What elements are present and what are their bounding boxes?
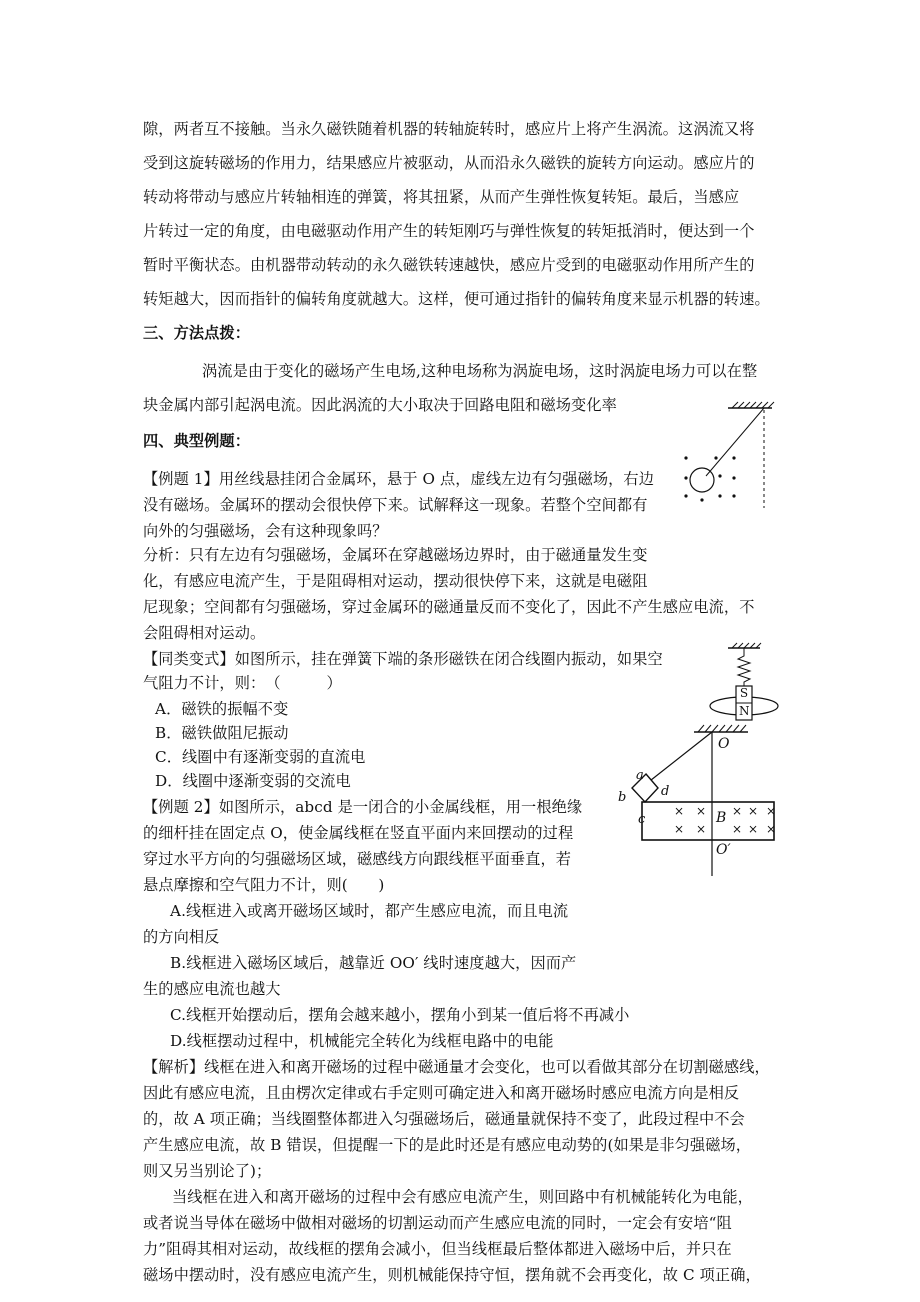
example-1-line: 分析：只有左边有匀强磁场，金属环在穿越磁场边界时，由于磁通量发生变 (143, 546, 648, 564)
thread-line (706, 408, 764, 476)
intro-line: 隙，两者互不接触。当永久磁铁随着机器的转轴旋转时，感应片上将产生涡流。这涡流又将 (143, 120, 755, 138)
example-2-line: 穿过水平方向的匀强磁场区域，磁感线方向跟线框平面垂直，若 (143, 850, 572, 868)
example-1-line: 化，有感应电流产生，于是阻碍相对运动，摆动很快停下来，这就是电磁阻 (143, 572, 648, 590)
intro-line: 片转过一定的角度，由电磁驱动作用产生的转矩刚巧与弹性恢复的转矩抵消时，便达到一个 (143, 222, 755, 240)
field-cross: × (766, 822, 777, 836)
example-2-line: 悬点摩擦和空气阻力不计，则( ) (143, 876, 385, 894)
section-4-heading: 四、典型例题： (143, 432, 251, 450)
label-b: B (716, 810, 727, 826)
analysis-line: 则又另当别论了)； (143, 1162, 272, 1180)
label-c: c (638, 812, 646, 827)
field-cross: × (674, 804, 685, 818)
analysis-line: 力”阻碍其相对运动，故线框的摆角会减小，但当线框最后整体都进入磁场中后，并只在 (143, 1240, 732, 1258)
pendulum-ring-figure (676, 400, 776, 510)
magnet-pole-n: N (739, 704, 750, 718)
field-cross: × (732, 822, 743, 836)
field-cross: × (696, 804, 707, 818)
analysis-line: 当线框在进入和离开磁场的过程中会有感应电流产生，则回路中有机械能转化为电能， (172, 1188, 753, 1206)
analysis-line: 因此有感应电流，且由楞次定律或右手定则可确定进入和离开磁场时感应电流方向是相反 (143, 1084, 740, 1102)
analysis-line: 产生感应电流，故 B 错误，但提醒一下的是此时还是有感应电动势的(如果是非匀强磁场， (143, 1136, 752, 1154)
label-b-corner: b (618, 790, 627, 805)
variant-option-a: A．磁铁的振幅不变 (155, 700, 289, 718)
field-dots (684, 456, 735, 501)
intro-line: 转矩越大，因而指针的偏转角度就越大。这样，便可通过指针的偏转角度来显示机器的转速。 (143, 290, 770, 308)
intro-line: 受到这旋转磁场的作用力，结果感应片被驱动，从而沿永久磁铁的旋转方向运动。感应片的 (143, 154, 755, 172)
intro-line: 暂时平衡状态。由机器带动转动的永久磁铁转速越快，感应片受到的电磁驱动作用所产生的 (143, 256, 755, 274)
variant-option-d: D．线圈中逐渐变弱的交流电 (155, 772, 351, 790)
variant-line: 气阻力不计，则： （ ） (143, 674, 342, 692)
analysis-line: 或者说当导体在磁场中做相对磁场的切割运动而产生感应电流的同时，一定会有安培“阻 (143, 1214, 732, 1232)
example-1-line: 没有磁场。金属环的摆动会很快停下来。试解释这一现象。若整个空间都有 (143, 496, 648, 514)
metal-ring (690, 468, 714, 492)
label-a: a (636, 768, 644, 783)
example-1-line: 向外的匀强磁场，会有这种现象吗？ (143, 522, 388, 540)
example-2-line: 【例题 2】如图所示，abcd 是一闭合的小金属线框，用一根绝缘 (143, 798, 583, 816)
label-o: O (718, 736, 730, 752)
section-3-heading: 三、方法点拨： (143, 324, 251, 342)
field-cross: × (748, 822, 759, 836)
spring (738, 648, 750, 686)
ceiling-hatch (732, 402, 774, 408)
analysis-line: 的，故 A 项正确；当线圈整体都进入匀强磁场后，磁通量就保持不变了，此段过程中不会 (143, 1110, 745, 1128)
example-2-option-b: B.线框进入磁场区域后，越靠近 OO′ 线时速度越大，因而产 (170, 954, 577, 972)
example-2-option-b-cont: 生的感应电流也越大 (143, 980, 281, 998)
example-2-option-c: C.线框开始摆动后，摆角会越来越小，摆角小到某一值后将不再减小 (170, 1006, 630, 1024)
section-3-line: 涡流是由于变化的磁场产生电场,这种电场称为涡旋电场，这时涡旋电场力可以在整 (202, 362, 758, 380)
ceiling-hatch (732, 643, 761, 648)
example-2-option-a: A.线框进入或离开磁场区域时，都产生感应电流，而且电流 (170, 902, 569, 920)
magnet-pole-s: S (739, 686, 749, 700)
spring-magnet-figure (706, 642, 782, 722)
swinging-frame-figure (608, 718, 784, 878)
variant-line: 【同类变式】如图所示，挂在弹簧下端的条形磁铁在闭合线圈内振动，如果空 (143, 650, 663, 668)
field-cross: × (696, 822, 707, 836)
example-1-line: 尼现象；空间都有匀强磁场，穿过金属环的磁通量反而不变化了，因此不产生感应电流，不 (143, 598, 755, 616)
field-cross: × (766, 804, 777, 818)
section-3-line: 块金属内部引起涡电流。因此涡流的大小取决于回路电阻和磁场变化率 (143, 396, 617, 414)
analysis-line: 磁场中摆动时，没有感应电流产生，则机械能保持守恒，摆角就不会再变化，故 C 项正确， (143, 1266, 761, 1284)
example-2-option-a-cont: 的方向相反 (143, 928, 220, 946)
example-2-option-d: D.线框摆动过程中，机械能完全转化为线框电路中的电能 (170, 1032, 554, 1050)
example-2-line: 的细杆挂在固定点 O，使金属线框在竖直平面内来回摆动的过程 (143, 824, 574, 842)
intro-line: 转动将带动与感应片转轴相连的弹簧，将其扭紧，从而产生弹性恢复转矩。最后，当感应 (143, 188, 740, 206)
example-1-line: 【例题 1】用丝线悬挂闭合金属环，悬于 O 点，虚线左边有匀强磁场，右边 (143, 470, 655, 488)
field-cross: × (732, 804, 743, 818)
variant-option-c: C．线圈中有逐渐变弱的直流电 (155, 748, 366, 766)
field-cross: × (748, 804, 759, 818)
label-d: d (661, 784, 670, 799)
insulating-rod (646, 732, 712, 784)
field-cross: × (674, 822, 685, 836)
analysis-line: 【解析】线框在进入和离开磁场的过程中磁通量才会变化，也可以看做其部分在切割磁感线， (143, 1058, 770, 1076)
ceiling-hatch (698, 725, 746, 732)
label-o-prime: O′ (716, 842, 731, 858)
example-1-line: 会阻碍相对运动。 (143, 624, 266, 642)
variant-option-b: B．磁铁做阻尼振动 (155, 724, 289, 742)
